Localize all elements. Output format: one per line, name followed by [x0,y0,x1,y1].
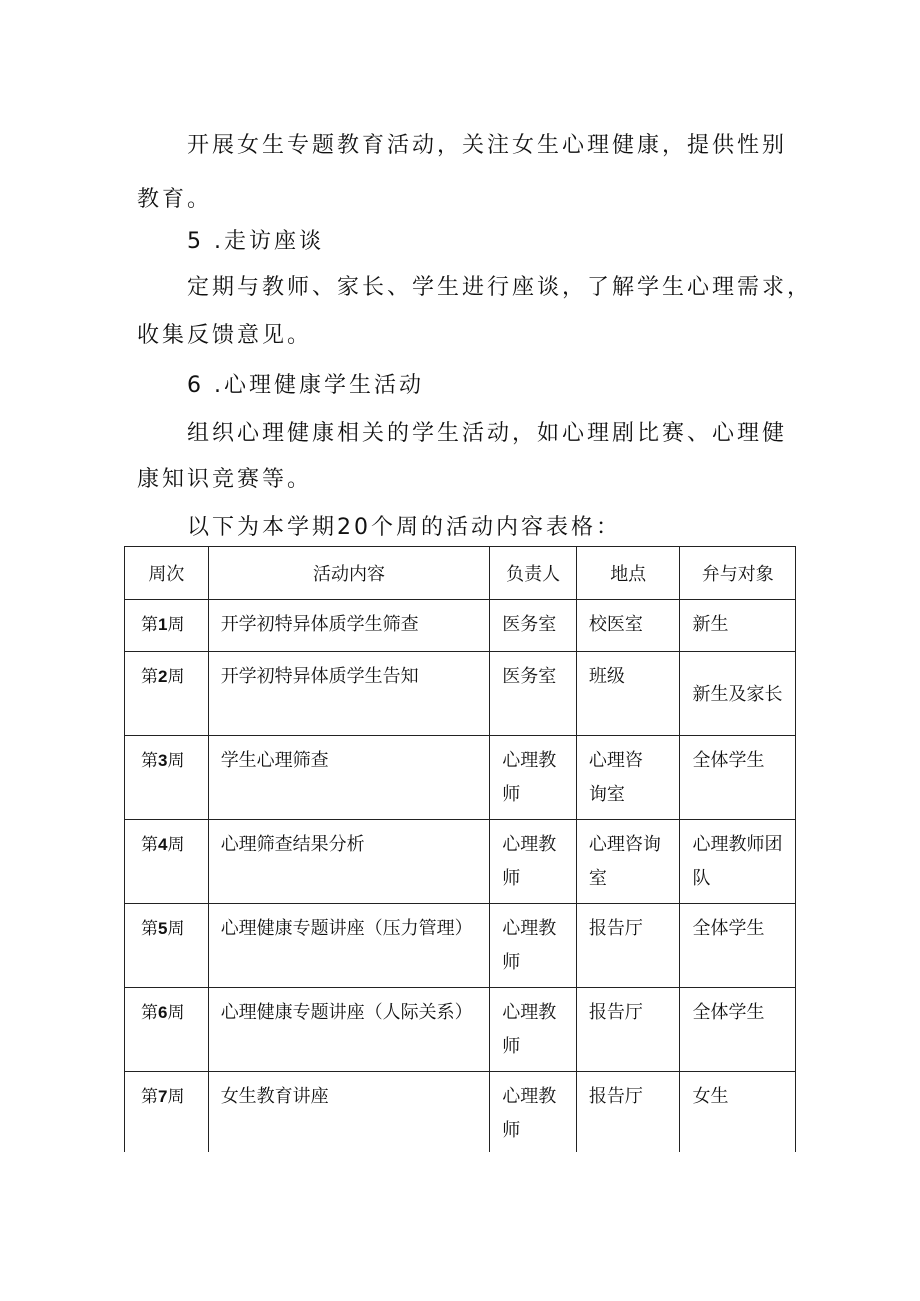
table-row [125,904,796,988]
owner-cell [490,1072,577,1152]
week-suffix: 周 [167,1003,185,1023]
owner-cell-line2: 师 [502,952,521,973]
week-number: 1 [158,615,168,634]
owner-cell [490,988,577,1072]
place-cell-line1: 班级 [588,666,625,687]
week-suffix: 周 [167,667,185,687]
content-cell [208,904,490,988]
place-cell-line1: 心理咨询 [588,834,661,855]
target-cell-line1: 全体学生 [692,1002,765,1023]
content-text: 女生教育讲座 [220,1086,329,1107]
target-cell-line1: 全体学生 [692,750,765,771]
week-cell [125,600,209,652]
target-cell [680,600,796,652]
place-cell [576,988,680,1072]
table-row [125,600,796,652]
owner-cell [490,652,577,736]
paragraph-line: 康知识竞赛等。 [137,467,313,492]
place-cell-line1: 报告厅 [588,1002,643,1023]
content-cell [208,652,490,736]
content-text: 开学初特异体质学生告知 [220,666,419,687]
place-cell-line1: 校医室 [588,614,643,635]
place-cell [576,600,680,652]
target-cell-line1: 新生 [692,614,729,635]
week-prefix: 第 [141,667,158,687]
place-cell-line1: 报告厅 [588,1086,643,1107]
place-cell-line2: 室 [588,868,607,889]
content-text: 心理健康专题讲座（人际关系） [220,1002,473,1023]
week-number: 7 [158,1087,168,1106]
table-row [125,988,796,1072]
target-cell-line2: 队 [692,868,711,889]
owner-cell-line2: 师 [502,868,521,889]
week-cell [125,904,209,988]
place-cell [576,652,680,736]
paragraph-line: 收集反馈意见。 [137,323,313,348]
week-number: 3 [158,751,168,770]
header-cell: 周次 [125,547,209,600]
week-prefix: 第 [141,751,158,771]
content-text: 心理健康专题讲座（压力管理） [220,918,473,939]
paragraph-line: 开展女生专题教育活动，关注女生心理健康，提供性别 [187,133,788,158]
table-row [125,736,796,820]
section-heading: 6 .心理健康学生活动 [187,373,424,398]
owner-cell-line1: 医务室 [502,614,557,635]
week-number: 5 [158,919,168,938]
table-row [125,820,796,904]
week-cell [125,1072,209,1152]
owner-cell [490,904,577,988]
content-cell [208,600,490,652]
place-cell [576,736,680,820]
owner-cell-line2: 师 [502,1120,521,1141]
table-row [125,1072,796,1152]
place-cell-line1: 心理咨 [588,750,643,771]
header-cell: 活动内容 [208,547,490,600]
week-prefix: 第 [141,1087,158,1107]
content-text: 心理筛查结果分析 [220,834,365,855]
owner-cell [490,600,577,652]
place-cell [576,820,680,904]
week-prefix: 第 [141,1003,158,1023]
header-cell: 地点 [576,547,680,600]
owner-cell-line1: 心理教 [502,1086,557,1107]
paragraph-line: 组织心理健康相关的学生活动，如心理剧比赛、心理健 [187,421,788,446]
owner-cell-line2: 师 [502,784,521,805]
week-suffix: 周 [167,751,185,771]
target-cell-line1: 女生 [692,1086,729,1107]
week-cell [125,736,209,820]
target-cell-line1: 新生及家长 [692,684,783,705]
content-cell [208,988,490,1072]
content-text: 学生心理筛查 [220,750,329,771]
table-intro: 以下为本学期20个周的活动内容表格： [187,515,621,540]
target-cell-line1: 全体学生 [692,918,765,939]
week-number: 2 [158,667,168,686]
week-suffix: 周 [167,615,185,635]
owner-cell [490,736,577,820]
owner-cell-line2: 师 [502,1036,521,1057]
owner-cell-line1: 医务室 [502,666,557,687]
paragraph-line: 教育。 [137,187,213,212]
week-suffix: 周 [167,1087,185,1107]
paragraph-line: 定期与教师、家长、学生进行座谈，了解学生心理需求， [187,275,813,300]
place-cell [576,1072,680,1152]
place-cell-line1: 报告厅 [588,918,643,939]
target-cell [680,820,796,904]
week-prefix: 第 [141,919,158,939]
owner-cell [490,820,577,904]
owner-cell-line1: 心理教 [502,750,557,771]
table-header-row [125,547,796,600]
week-cell [125,820,209,904]
activity-table [124,546,796,1152]
week-cell [125,652,209,736]
owner-cell-line1: 心理教 [502,918,557,939]
place-cell [576,904,680,988]
target-cell [680,988,796,1072]
content-cell [208,736,490,820]
week-suffix: 周 [167,919,185,939]
week-suffix: 周 [167,835,185,855]
week-cell [125,988,209,1072]
section-heading: 5 .走访座谈 [187,229,324,254]
content-text: 开学初特异体质学生筛查 [220,614,419,635]
owner-cell-line1: 心理教 [502,834,557,855]
target-cell [680,1072,796,1152]
content-cell [208,1072,490,1152]
week-number: 6 [158,1003,168,1022]
week-prefix: 第 [141,835,158,855]
week-number: 4 [158,835,168,854]
header-cell: 负责人 [490,547,577,600]
target-cell [680,652,796,736]
target-cell [680,736,796,820]
week-prefix: 第 [141,615,158,635]
owner-cell-line1: 心理教 [502,1002,557,1023]
place-cell-line2: 询室 [588,784,625,805]
content-cell [208,820,490,904]
target-cell-line1: 心理教师团 [692,834,783,855]
target-cell [680,904,796,988]
table-row [125,652,796,736]
header-cell: 弁与对象 [680,547,796,600]
